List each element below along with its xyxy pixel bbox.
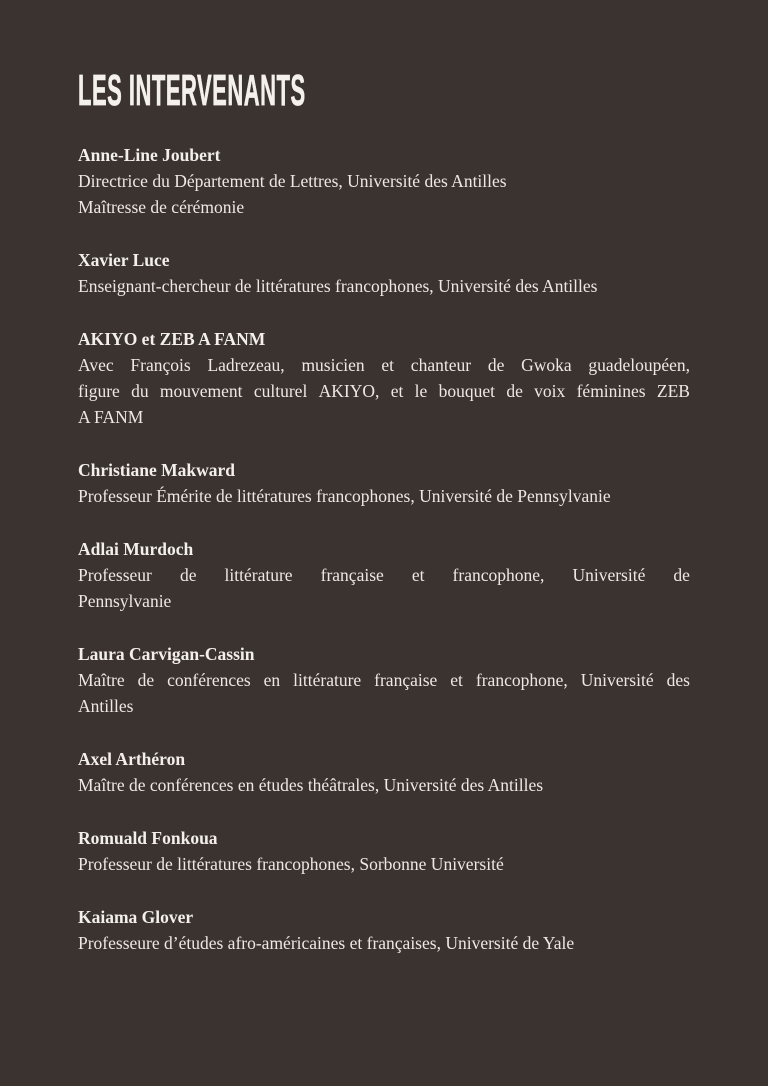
description-word: chanteur (410, 355, 472, 375)
speaker-entry (78, 326, 690, 430)
description-word: de (673, 565, 690, 585)
description-word: française (320, 565, 384, 585)
description-word: de (137, 670, 155, 690)
description-word: francophone, (475, 670, 568, 690)
description-word: et (381, 355, 395, 375)
speaker-description-line: A FANM (78, 407, 144, 427)
speaker-entry (78, 825, 690, 877)
speaker-description-line: Professeur de littératures francophones, Sorbonne Université (78, 854, 504, 874)
speaker-name: Axel Arthéron (78, 749, 186, 769)
description-word: en (263, 670, 281, 690)
speaker-description-line (78, 378, 690, 404)
description-word: de (487, 355, 505, 375)
description-word: Université (580, 670, 654, 690)
speaker-description-line: Directrice du Département de Lettres, Université des Antilles (78, 171, 507, 191)
speaker-name: AKIYO et ZEB A FANM (78, 329, 266, 349)
description-word: conférences (167, 670, 251, 690)
speaker-name: Anne-Line Joubert (78, 145, 221, 165)
page-title: LES INTERVENANTS (78, 66, 306, 115)
description-word: de (179, 565, 197, 585)
description-word: francophone, (452, 565, 545, 585)
description-word: culturel (253, 381, 308, 401)
description-word: ZEB (656, 381, 690, 401)
description-word: féminines (576, 381, 646, 401)
speaker-entry (78, 247, 690, 299)
description-word: le (414, 381, 428, 401)
speaker-entry (78, 536, 690, 614)
description-word: bouquet (438, 381, 495, 401)
speaker-description-line: Professeur Émérite de littératures francophones, Université de Pennsylvanie (78, 486, 611, 506)
description-word: Avec (78, 355, 114, 375)
description-word: Gwoka (521, 355, 572, 375)
speaker-description-line (78, 352, 690, 378)
speaker-name: Christiane Makward (78, 460, 236, 480)
speaker-description-line: Enseignant-chercheur de littératures francophones, Université des Antilles (78, 276, 598, 296)
description-word: littérature (224, 565, 293, 585)
description-word: de (506, 381, 523, 401)
speaker-entry (78, 904, 690, 956)
speaker-entry (78, 142, 690, 220)
speaker-description-line (78, 667, 690, 693)
speaker-entry (78, 746, 690, 798)
description-word: et (390, 381, 404, 401)
description-word: et (450, 670, 463, 690)
description-word: mouvement (159, 381, 243, 401)
description-word: figure (78, 381, 120, 401)
speaker-name: Laura Carvigan-Cassin (78, 644, 255, 664)
speaker-description-line: Maîtresse de cérémonie (78, 197, 245, 217)
description-word: Maître (78, 670, 125, 690)
speaker-name: Romuald Fonkoua (78, 828, 218, 848)
description-word: du (131, 381, 149, 401)
speaker-description-line: Antilles (78, 696, 134, 716)
speaker-entry (78, 641, 690, 719)
speakers-list (78, 142, 690, 956)
description-word: musicien (301, 355, 365, 375)
description-word: des (666, 670, 690, 690)
speaker-name: Kaiama Glover (78, 907, 194, 927)
speaker-description-line: Maître de conférences en études théâtrales, Université des Antilles (78, 775, 544, 795)
description-word: François (130, 355, 191, 375)
speaker-entry (78, 457, 690, 509)
description-word: Professeur (78, 565, 152, 585)
description-word: et (411, 565, 425, 585)
description-word: guadeloupéen, (588, 355, 690, 375)
speaker-description-line: Pennsylvanie (78, 591, 172, 611)
description-word: française (374, 670, 438, 690)
description-word: littérature (293, 670, 362, 690)
description-word: voix (534, 381, 566, 401)
speaker-name: Adlai Murdoch (78, 539, 194, 559)
speaker-description-line: Professeure d’études afro-américaines et françaises, Université de Yale (78, 933, 575, 953)
speaker-description-line (78, 562, 690, 588)
description-word: Ladrezeau, (207, 355, 285, 375)
description-word: Université (572, 565, 646, 585)
description-word: AKIYO, (318, 381, 380, 401)
speaker-name: Xavier Luce (78, 250, 170, 270)
